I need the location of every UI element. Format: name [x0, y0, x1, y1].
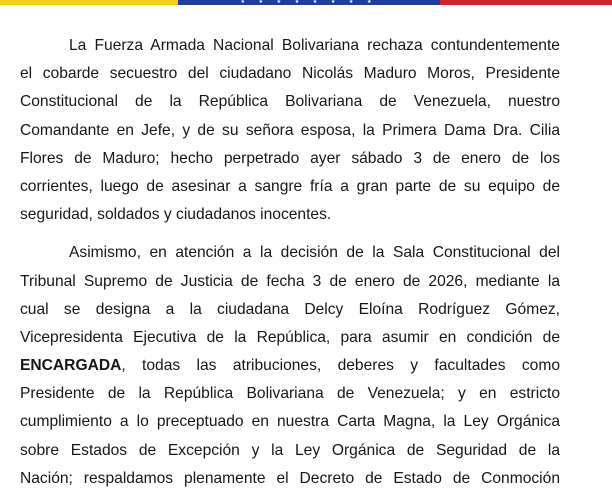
paragraph-line: Flores de Maduro; hecho perpetrado ayer sábado 3 de enero de los — [20, 149, 560, 167]
flag-red-stripe — [440, 0, 612, 5]
paragraph-line: Presidente de la República Bolivariana de Venezuela; y en estricto — [20, 385, 560, 403]
paragraph-line: Nación; respaldamos plenamente el Decreto de Estado de Conmoción — [20, 469, 560, 487]
flag-stars-icon: ★ ★ ★ ★ ★ ★ ★ ★ — [240, 0, 378, 5]
flag-blue-stripe — [178, 0, 440, 5]
flag-yellow-stripe — [0, 0, 178, 5]
flag-banner — [0, 0, 612, 5]
paragraph-line: cumplimiento a lo preceptuado en nuestra Carta Magna, la Ley Orgánica — [20, 413, 560, 431]
paragraph-line: Asimismo, en atención a la decisión de la Sala Constitucional del — [69, 244, 560, 262]
paragraph-line: Tribunal Supremo de Justicia de fecha 3 de enero de 2026, mediante la — [20, 272, 560, 290]
paragraph-line: La Fuerza Armada Nacional Bolivariana rechaza contundentemente — [69, 37, 560, 54]
statement-body — [20, 32, 560, 503]
paragraph-line: sobre Estados de Excepción y la Ley Orgánica de Seguridad de la — [20, 441, 560, 459]
paragraph-line: seguridad, soldados y ciudadanos inocentes. — [20, 206, 332, 224]
paragraph-1 — [20, 32, 560, 229]
paragraph-2 — [20, 239, 560, 493]
paragraph-line: Constitucional de la República Bolivariana de Venezuela, nuestro — [20, 93, 560, 111]
paragraph-line: ENCARGADA, todas las atribuciones, deberes y facultades como — [20, 357, 560, 375]
bold-term: ENCARGADA — [20, 357, 122, 375]
paragraph-line: Comandante en Jefe, y de su señora esposa, la Primera Dama Dra. Cilia — [20, 121, 560, 139]
paragraph-line: cual se designa a la ciudadana Delcy Eloína Rodríguez Gómez, — [20, 300, 560, 318]
paragraph-line: el cobarde secuestro del ciudadano Nicolás Maduro Moros, Presidente — [20, 65, 560, 83]
paragraph-line: corrientes, luego de asesinar a sangre fría a gran parte de su equipo de — [20, 177, 560, 195]
paragraph-line: Vicepresidenta Ejecutiva de la República, para asumir en condición de — [20, 328, 560, 346]
